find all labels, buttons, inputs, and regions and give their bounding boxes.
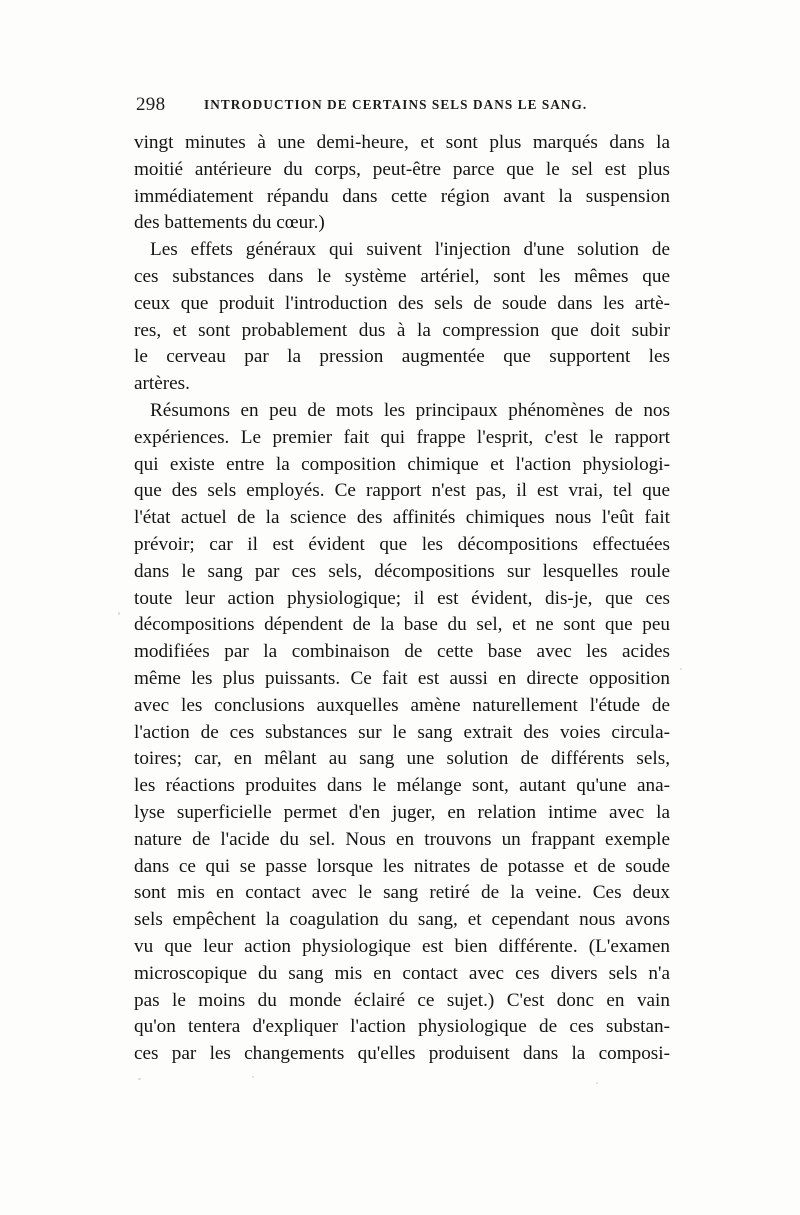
text-line: sels empêchent la coagulation du sang, et cependant nous avons bbox=[134, 909, 670, 931]
text-line: pas le moins du monde éclairé ce sujet.) C'est donc en vain bbox=[134, 989, 670, 1011]
text-line: avec les conclusions auxquelles amène naturellement l'étude de bbox=[134, 694, 670, 716]
print-speck bbox=[252, 1076, 254, 1078]
text-line: l'état actuel de la science des affinités chimiques nous l'eût fait bbox=[134, 507, 670, 529]
text-line: ces substances dans le système artériel, sont les mêmes que bbox=[134, 265, 670, 287]
text-line: artères. bbox=[134, 373, 190, 395]
text-line: des battements du cœur.) bbox=[134, 212, 325, 234]
text-line: Résumons en peu de mots les principaux phénomènes de nos bbox=[150, 399, 670, 421]
text-line: expériences. Le premier fait qui frappe l'esprit, c'est le rapport bbox=[134, 426, 670, 448]
text-line: décompositions dépendent de la base du sel, et ne sont que peu bbox=[134, 614, 670, 636]
print-speck bbox=[138, 1078, 141, 1080]
text-line: moitié antérieure du corps, peut-être parce que le sel est plus bbox=[134, 158, 670, 180]
text-line: sont mis en contact avec le sang retiré de la veine. Ces deux bbox=[134, 882, 670, 904]
text-line: ces par les changements qu'elles produisent dans la composi- bbox=[134, 1043, 670, 1065]
text-line: nature de l'acide du sel. Nous en trouvons un frappant exemple bbox=[134, 828, 670, 850]
text-line: dans ce qui se passe lorsque les nitrates de potasse et de soude bbox=[134, 855, 670, 877]
text-line: le cerveau par la pression augmentée que supportent les bbox=[134, 346, 670, 368]
print-speck bbox=[680, 668, 682, 670]
text-line: modifiées par la combinaison de cette base avec les acides bbox=[134, 641, 670, 663]
text-line: res, et sont probablement dus à la compression que doit subir bbox=[134, 319, 670, 341]
page-number: 298 bbox=[136, 94, 166, 115]
text-line: qui existe entre la composition chimique et l'action physiologi- bbox=[134, 453, 670, 475]
text-line: qu'on tentera d'expliquer l'action physiologique de ces substan- bbox=[134, 1016, 670, 1038]
running-title: INTRODUCTION DE CERTAINS SELS DANS LE SANG. bbox=[204, 97, 588, 112]
text-line: vu que leur action physiologique est bien différente. (L'examen bbox=[134, 935, 670, 957]
text-line: lyse superficielle permet d'en juger, en relation intime avec la bbox=[134, 801, 670, 823]
text-line: dans le sang par ces sels, décompositions sur lesquelles roule bbox=[134, 560, 670, 582]
text-line: ceux que produit l'introduction des sels de soude dans les artè- bbox=[134, 292, 670, 314]
text-line: Les effets généraux qui suivent l'injection d'une solution de bbox=[150, 239, 670, 261]
text-line: que des sels employés. Ce rapport n'est pas, il est vrai, tel que bbox=[134, 480, 670, 502]
text-line: même les plus puissants. Ce fait est aussi en directe opposition bbox=[134, 667, 670, 689]
text-line: immédiatement répandu dans cette région avant la suspension bbox=[134, 185, 670, 207]
text-line: les réactions produites dans le mélange sont, autant qu'une ana- bbox=[134, 775, 670, 797]
running-head bbox=[132, 94, 672, 118]
text-line: l'action de ces substances sur le sang extrait des voies circula- bbox=[134, 721, 670, 743]
print-speck bbox=[118, 612, 120, 615]
text-line: toute leur action physiologique; il est évident, dis-je, que ces bbox=[134, 587, 670, 609]
print-speck bbox=[596, 1082, 598, 1084]
text-line: prévoir; car il est évident que les décompositions effectuées bbox=[134, 533, 670, 555]
text-line: toires; car, en mêlant au sang une solution de différents sels, bbox=[134, 748, 670, 770]
body-text bbox=[134, 130, 670, 1068]
text-line: vingt minutes à une demi-heure, et sont plus marqués dans la bbox=[134, 132, 670, 153]
text-line: microscopique du sang mis en contact avec ces divers sels n'a bbox=[134, 962, 670, 984]
